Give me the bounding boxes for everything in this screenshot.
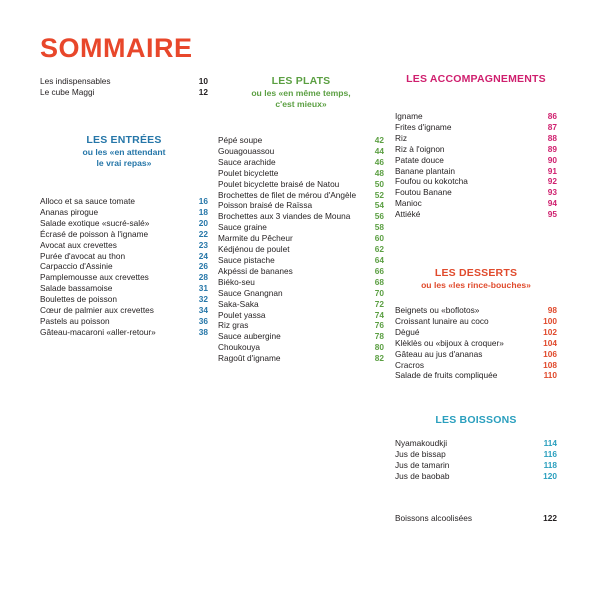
toc-entry[interactable] [395, 316, 557, 327]
toc-entry-page: 38 [198, 326, 208, 337]
plats-list [218, 135, 384, 364]
toc-entry[interactable] [395, 513, 557, 524]
toc-entry-label: Attiéké [395, 209, 421, 220]
toc-entry-label: Le cube Maggi [40, 86, 95, 97]
toc-entry[interactable] [218, 135, 384, 146]
toc-entry[interactable] [395, 176, 557, 187]
toc-entry-label: Boulettes de poisson [40, 294, 118, 305]
toc-entry-label: Les indispensables [40, 76, 111, 86]
section-heading-accompagnements [395, 73, 557, 86]
toc-entry[interactable] [40, 229, 208, 240]
toc-entry-label: Biéko-seu [218, 276, 255, 287]
toc-entry-label: Boissons alcoolisées [395, 513, 473, 523]
toc-entry[interactable] [40, 196, 208, 207]
toc-entry-page: 104 [543, 337, 557, 348]
toc-entry-page: 28 [198, 272, 208, 283]
toc-entry[interactable] [395, 370, 557, 381]
toc-entry-page: 116 [543, 448, 557, 459]
toc-entry-label: Poisson braisé de Raïssa [218, 200, 313, 211]
toc-entry-page: 10 [198, 76, 208, 86]
toc-entry-page: 66 [374, 265, 384, 276]
toc-entry-page: 56 [374, 211, 384, 222]
toc-entry-page: 62 [374, 244, 384, 255]
toc-entry[interactable] [218, 320, 384, 331]
toc-entry[interactable] [218, 190, 384, 201]
toc-entry-page: 90 [547, 154, 557, 165]
toc-entry[interactable] [395, 449, 557, 460]
intro-list [40, 76, 208, 98]
toc-entry-label: Sauce arachide [218, 156, 276, 167]
toc-entry-page: 108 [543, 359, 557, 370]
page-title: SOMMAIRE [40, 33, 193, 63]
toc-entry[interactable] [40, 305, 208, 316]
toc-entry[interactable] [395, 305, 557, 316]
toc-entry-label: Banane plantain [395, 165, 455, 176]
toc-entry-page: 93 [547, 187, 557, 198]
toc-entry-label: Brochettes aux 3 viandes de Mouna [218, 211, 351, 222]
toc-entry-label: Kédjénou de poulet [218, 244, 290, 255]
toc-entry-page: 46 [374, 156, 384, 167]
toc-entry-label: Ananas pirogue [40, 206, 99, 217]
toc-entry-page: 16 [198, 196, 208, 206]
toc-entry-page: 12 [198, 86, 208, 97]
toc-entry[interactable] [395, 198, 557, 209]
toc-entry-page: 122 [543, 513, 557, 523]
toc-entry-label: Croissant lunaire au coco [395, 315, 489, 326]
toc-entry[interactable] [218, 255, 384, 266]
toc-entry-page: 106 [543, 348, 557, 359]
toc-entry-page: 52 [374, 189, 384, 200]
toc-entry[interactable] [218, 146, 384, 157]
toc-entry-page: 68 [374, 276, 384, 287]
toc-entry-label: Jus de baobab [395, 470, 450, 481]
toc-entry-page: 60 [374, 233, 384, 244]
toc-entry-page: 82 [374, 353, 384, 364]
toc-entry-page: 100 [543, 315, 557, 326]
toc-entry-page: 94 [547, 198, 557, 209]
toc-entry-page: 110 [543, 370, 557, 381]
toc-entry[interactable] [218, 342, 384, 353]
toc-entry-page: 70 [374, 287, 384, 298]
toc-entry-page: 18 [198, 206, 208, 217]
toc-entry-label: Patate douce [395, 154, 444, 165]
toc-entry-label: Écrasé de poisson à l'igname [40, 228, 149, 239]
toc-entry[interactable] [395, 209, 557, 220]
toc-entry-label: Gâteau au jus d'ananas [395, 348, 483, 359]
toc-entry[interactable] [395, 166, 557, 177]
toc-entry-label: Marmite du Pêcheur [218, 233, 293, 244]
toc-entry[interactable] [395, 187, 557, 198]
toc-entry-page: 91 [547, 165, 557, 176]
toc-entry[interactable] [395, 360, 557, 371]
toc-entry-page: 102 [543, 326, 557, 337]
toc-entry-label: Gâteau-macaroni «aller-retour» [40, 326, 156, 337]
desserts-list [395, 305, 557, 381]
section-title: LES ENTRÉES [86, 134, 162, 146]
toc-entry[interactable] [40, 327, 208, 338]
toc-entry-page: 31 [198, 283, 208, 294]
toc-entry[interactable] [395, 122, 557, 133]
toc-entry-label: Ragoût d'igname [218, 353, 281, 364]
section-subtitle: ou les «en attendant [82, 147, 166, 157]
toc-entry-page: 87 [547, 121, 557, 132]
toc-entry[interactable] [395, 155, 557, 166]
toc-entry-label: Riz à l'oignon [395, 143, 445, 154]
toc-entry-label: Frites d'igname [395, 121, 452, 132]
toc-entry-label: Poulet bicyclette [218, 167, 279, 178]
toc-entry[interactable] [218, 266, 384, 277]
toc-entry-label: Sauce aubergine [218, 331, 281, 342]
toc-entry[interactable] [40, 251, 208, 262]
toc-entry[interactable] [40, 261, 208, 272]
toc-entry-page: 76 [374, 320, 384, 331]
section-title: LES ACCOMPAGNEMENTS [406, 73, 546, 85]
section-heading-plats [218, 75, 384, 110]
toc-entry-page: 20 [198, 217, 208, 228]
toc-entry[interactable] [218, 200, 384, 211]
toc-entry[interactable] [395, 349, 557, 360]
toc-entry[interactable] [218, 277, 384, 288]
toc-entry-label: Klèklès ou «bijoux à croquer» [395, 337, 504, 348]
toc-entry-label: Cracros [395, 359, 425, 370]
toc-entry[interactable] [40, 218, 208, 229]
toc-entry-label: Dègué [395, 326, 420, 337]
toc-entry-page: 95 [547, 209, 557, 220]
toc-entry-page: 118 [543, 459, 557, 470]
toc-entry-label: Akpéssi de bananes [218, 265, 293, 276]
toc-entry-page: 120 [543, 470, 557, 481]
toc-entry-label: Purée d'avocat au thon [40, 250, 126, 261]
toc-entry[interactable] [218, 244, 384, 255]
toc-entry-label: Riz gras [218, 320, 249, 331]
toc-entry[interactable] [218, 179, 384, 190]
toc-entry-label: Pastels au poisson [40, 315, 110, 326]
boissons-extra [395, 513, 557, 524]
toc-entry[interactable] [395, 338, 557, 349]
toc-entry-label: Jus de bissap [395, 448, 446, 459]
toc-entry[interactable] [218, 288, 384, 299]
toc-entry[interactable] [40, 240, 208, 251]
toc-entry-label: Salade de fruits compliquée [395, 370, 498, 381]
toc-entry-label: Alloco et sa sauce tomate [40, 196, 136, 206]
toc-entry-label: Sauce pistache [218, 254, 275, 265]
toc-entry[interactable] [40, 207, 208, 218]
toc-entry-page: 23 [198, 239, 208, 250]
toc-entry-label: Sauce Gnangnan [218, 287, 283, 298]
toc-entry[interactable] [395, 438, 557, 449]
toc-entry-label: Poulet yassa [218, 309, 266, 320]
toc-entry[interactable] [218, 211, 384, 222]
toc-entry[interactable] [395, 471, 557, 482]
toc-entry-label: Pépé soupe [218, 135, 263, 145]
toc-entry-label: Foutou Banane [395, 187, 452, 198]
toc-entry[interactable] [218, 157, 384, 168]
toc-entry-label: Jus de tamarin [395, 459, 450, 470]
section-subtitle: c'est mieux» [275, 99, 327, 109]
toc-entry[interactable] [395, 327, 557, 338]
toc-entry[interactable] [218, 299, 384, 310]
entrees-list [40, 196, 208, 338]
toc-entry-page: 54 [374, 200, 384, 211]
toc-entry[interactable] [218, 331, 384, 342]
toc-entry-label: Beignets ou «boflotos» [395, 305, 480, 315]
boissons-list [395, 438, 557, 482]
toc-entry-page: 24 [198, 250, 208, 261]
toc-entry-label: Foufou ou kokotcha [395, 176, 468, 187]
toc-entry[interactable] [395, 144, 557, 155]
toc-entry-page: 88 [547, 132, 557, 143]
toc-entry-page: 26 [198, 261, 208, 272]
toc-entry[interactable] [40, 272, 208, 283]
toc-entry[interactable] [40, 87, 208, 98]
toc-entry-page: 89 [547, 143, 557, 154]
toc-entry-label: Salade bassamoise [40, 283, 113, 294]
section-title: LES PLATS [271, 75, 331, 87]
toc-entry[interactable] [218, 222, 384, 233]
toc-entry[interactable] [218, 353, 384, 364]
toc-entry-label: Choukouya [218, 342, 260, 353]
toc-entry-page: 22 [198, 228, 208, 239]
section-subtitle: le vrai repas» [96, 158, 152, 168]
section-heading-entrees [40, 134, 208, 169]
toc-entry-page: 92 [547, 176, 557, 187]
toc-entry-label: Manioc [395, 198, 422, 209]
toc-entry-page: 44 [374, 145, 384, 156]
toc-entry[interactable] [395, 460, 557, 471]
toc-entry-page: 72 [374, 298, 384, 309]
toc-entry-page: 74 [374, 309, 384, 320]
toc-entry-page: 86 [547, 111, 557, 121]
section-title: LES DESSERTS [434, 267, 518, 279]
toc-entry-page: 36 [198, 315, 208, 326]
toc-entry[interactable] [218, 310, 384, 321]
toc-entry-label: Sauce graine [218, 222, 267, 233]
toc-entry-label: Nyamakoudkji [395, 438, 448, 448]
toc-entry[interactable] [40, 294, 208, 305]
toc-entry[interactable] [40, 283, 208, 294]
toc-entry-label: Riz [395, 132, 407, 143]
section-heading-desserts [395, 267, 557, 291]
toc-entry-label: Salade exotique «sucré-salé» [40, 217, 150, 228]
toc-entry-label: Saka-Saka [218, 298, 259, 309]
toc-entry-page: 42 [374, 135, 384, 145]
toc-entry-label: Pamplemousse aux crevettes [40, 272, 149, 283]
toc-entry-page: 48 [374, 167, 384, 178]
toc-entry-page: 98 [547, 305, 557, 315]
toc-entry[interactable] [395, 111, 557, 122]
section-subtitle: ou les «en même temps, [251, 88, 351, 98]
toc-entry-label: Gouagouassou [218, 145, 275, 156]
toc-entry-label: Cœur de palmier aux crevettes [40, 305, 154, 316]
section-subtitle: ou les «les rince-bouches» [421, 280, 531, 290]
toc-entry-page: 78 [374, 331, 384, 342]
toc-entry[interactable] [40, 76, 208, 87]
toc-entry-page: 80 [374, 342, 384, 353]
toc-entry-page: 32 [198, 294, 208, 305]
toc-entry-label: Brochettes de filet de mérou d'Angèle [218, 189, 357, 200]
toc-entry[interactable] [40, 316, 208, 327]
toc-entry-label: Poulet bicyclette braisé de Natou [218, 178, 340, 189]
section-heading-boissons [395, 414, 557, 427]
section-title: LES BOISSONS [435, 414, 517, 426]
toc-entry[interactable] [218, 168, 384, 179]
toc-entry-page: 58 [374, 222, 384, 233]
toc-entry-page: 114 [543, 438, 557, 448]
toc-entry-page: 34 [198, 305, 208, 316]
toc-entry[interactable] [218, 233, 384, 244]
toc-entry-page: 64 [374, 254, 384, 265]
toc-entry-label: Avocat aux crevettes [40, 239, 117, 250]
toc-entry[interactable] [395, 133, 557, 144]
accompagnements-list [395, 111, 557, 220]
toc-entry-page: 50 [374, 178, 384, 189]
toc-entry-label: Carpaccio d'Assinie [40, 261, 113, 272]
toc-entry-label: Igname [395, 111, 423, 121]
